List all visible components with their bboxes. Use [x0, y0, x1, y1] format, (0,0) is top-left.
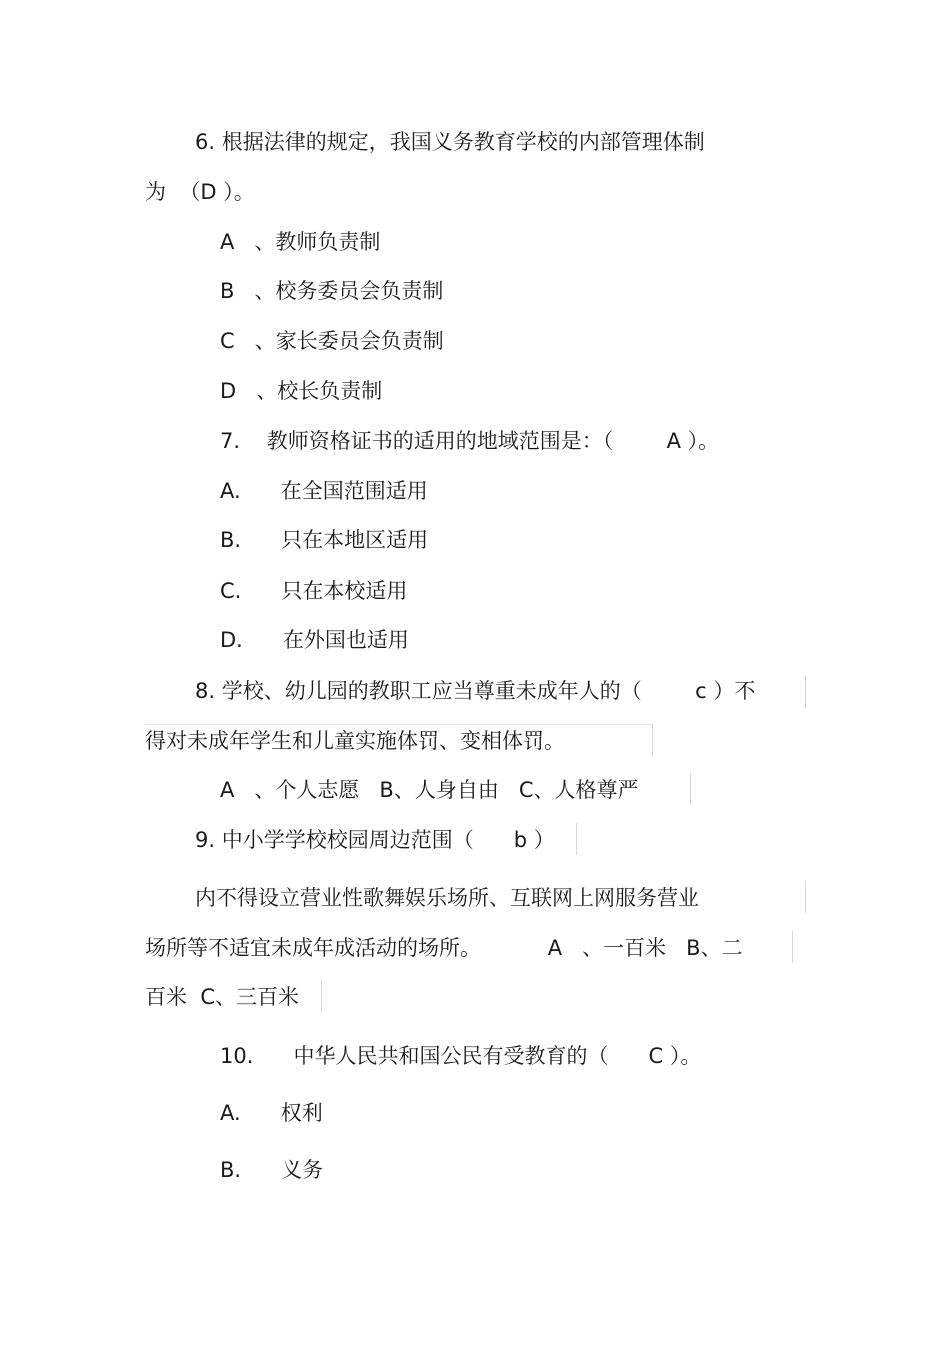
q9-stem-line1: 9. 中小学学校校园周边范围（ b ） [195, 828, 555, 852]
q9-stem-line4: 百米 C、三百米 [145, 985, 300, 1009]
q10-stem: 10. 中华人民共和国公民有受教育的（ C ）。 [220, 1044, 702, 1068]
q8-stem-line1: 8. 学校、幼儿园的教职工应当尊重未成年人的（ c ）不 [195, 679, 756, 703]
q8-stem-line2: 得对未成年学生和儿童实施体罚、变相体罚。 [145, 729, 565, 753]
q6-option-a: A 、教师负责制 [220, 230, 381, 254]
table-border [652, 724, 653, 756]
q8-options-line: A 、个人志愿 B、人身自由 C、人格尊严 [220, 778, 639, 802]
q6-option-d: D 、校长负责制 [220, 379, 383, 403]
table-border [690, 773, 691, 805]
q6-option-c: C 、家长委员会负责制 [220, 329, 444, 353]
q7-stem: 7. 教师资格证书的适用的地域范围是：（ A ）。 [220, 429, 720, 453]
table-border [792, 931, 793, 963]
table-border [576, 823, 577, 855]
q7-option-a: A. 在全国范围适用 [220, 479, 428, 503]
q6-option-b: B 、校务委员会负责制 [220, 279, 444, 303]
table-border [145, 724, 653, 725]
table-border [805, 676, 806, 708]
q6-stem-line1: 6. 根据法律的规定，我国义务教育学校的内部管理体制 [195, 130, 705, 154]
q10-option-a: A. 权利 [220, 1101, 323, 1125]
q9-stem-line2: 内不得设立营业性歌舞娱乐场所、互联网上网服务营业 [195, 886, 699, 910]
q6-stem-line2: 为 （D ）。 [145, 180, 255, 204]
q7-option-d: D. 在外国也适用 [220, 628, 409, 652]
q9-stem-line3: 场所等不适宜未成年成活动的场所。 A 、一百米 B、二 [145, 936, 743, 960]
table-border [805, 881, 806, 913]
table-border [321, 980, 322, 1012]
q10-option-b: B. 义务 [220, 1158, 324, 1182]
q7-option-b: B. 只在本地区适用 [220, 528, 429, 552]
q7-option-c: C. 只在本校适用 [220, 579, 408, 603]
